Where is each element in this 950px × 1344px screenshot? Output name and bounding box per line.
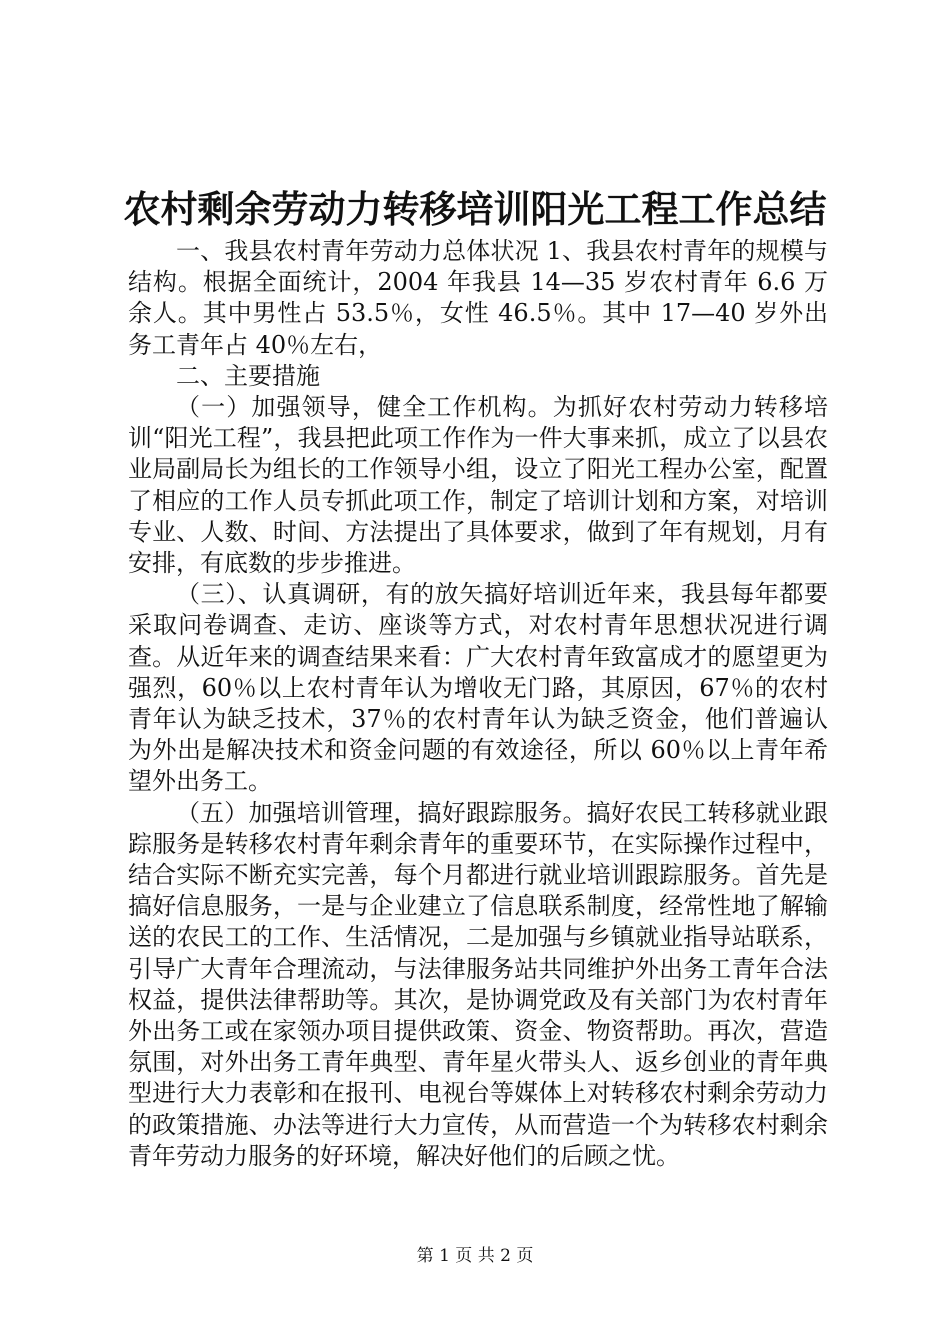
paragraph-measures-heading: 二、主要措施 (176, 361, 320, 390)
paragraph-leadership: （一）加强领导，健全工作机构。为抓好农村劳动力转移培训“阳光工程”，我县把此项工作作为一件大事来抓，成立了以县农业局副局长为组长的工作领导小组，设立了阳光工程办公室，配置了相应的工作人员专抓此项工作，制定了培训计划和方案，对培训专业、人数、时间、方法提出了具体要求，做到了年有规划，月有安排，有底数的步步推进。 (128, 393, 828, 578)
paragraph-management: （五）加强培训管理，搞好跟踪服务。搞好农民工转移就业跟踪服务是转移农村青年剩余青年的重要环节，在实际操作过程中，结合实际不断充实完善，每个月都进行就业培训跟踪服务。首先是搞好信息服务，一是与企业建立了信息联系制度，经常性地了解输送的农民工的工作、生活情况，二是加强与乡镇就业指导站联系，引导广大青年合理流动，与法律服务站共同维护外出务工青年合法权益，提供法律帮助等。其次，是协调党政及有关部门为农村青年外出务工或在家领办项目提供政策、资金、物资帮助。再次，营造氛围，对外出务工青年典型、青年星火带头人、返乡创业的青年典型进行大力表彰和在报刊、电视台等媒体上对转移农村剩余劳动力的政策措施、办法等进行大力宣传，从而营造一个为转移农村剩余青年劳动力服务的好环境，解决好他们的后顾之忧。 (128, 798, 828, 1170)
page-footer: 第 1 页 共 2 页 (416, 1246, 534, 1266)
document-title: 农村剩余劳动力转移培训阳光工程工作总结 (123, 187, 827, 231)
paragraph-overview: 一、我县农村青年劳动力总体状况 1、我县农村青年的规模与结构。根据全面统计，2004 年我县 14—35 岁农村青年 6.6 万余人。其中男性占 53.5％，女性 46.5％。其中 17—40 岁外出务工青年占 40％左右， (128, 237, 828, 359)
document-body (128, 236, 828, 1172)
paragraph-research: （三）、认真调研，有的放矢搞好培训近年来，我县每年都要采取问卷调查、走访、座谈等方式，对农村青年思想状况进行调查。从近年来的调查结果来看：广大农村青年致富成才的愿望更为强烈，60％以上农村青年认为增收无门路，其原因，67％的农村青年认为缺乏技术，37％的农村青年认为缺乏资金，他们普遍认为外出是解决技术和资金问题的有效途径，所以 60％以上青年希望外出务工。 (128, 580, 828, 796)
